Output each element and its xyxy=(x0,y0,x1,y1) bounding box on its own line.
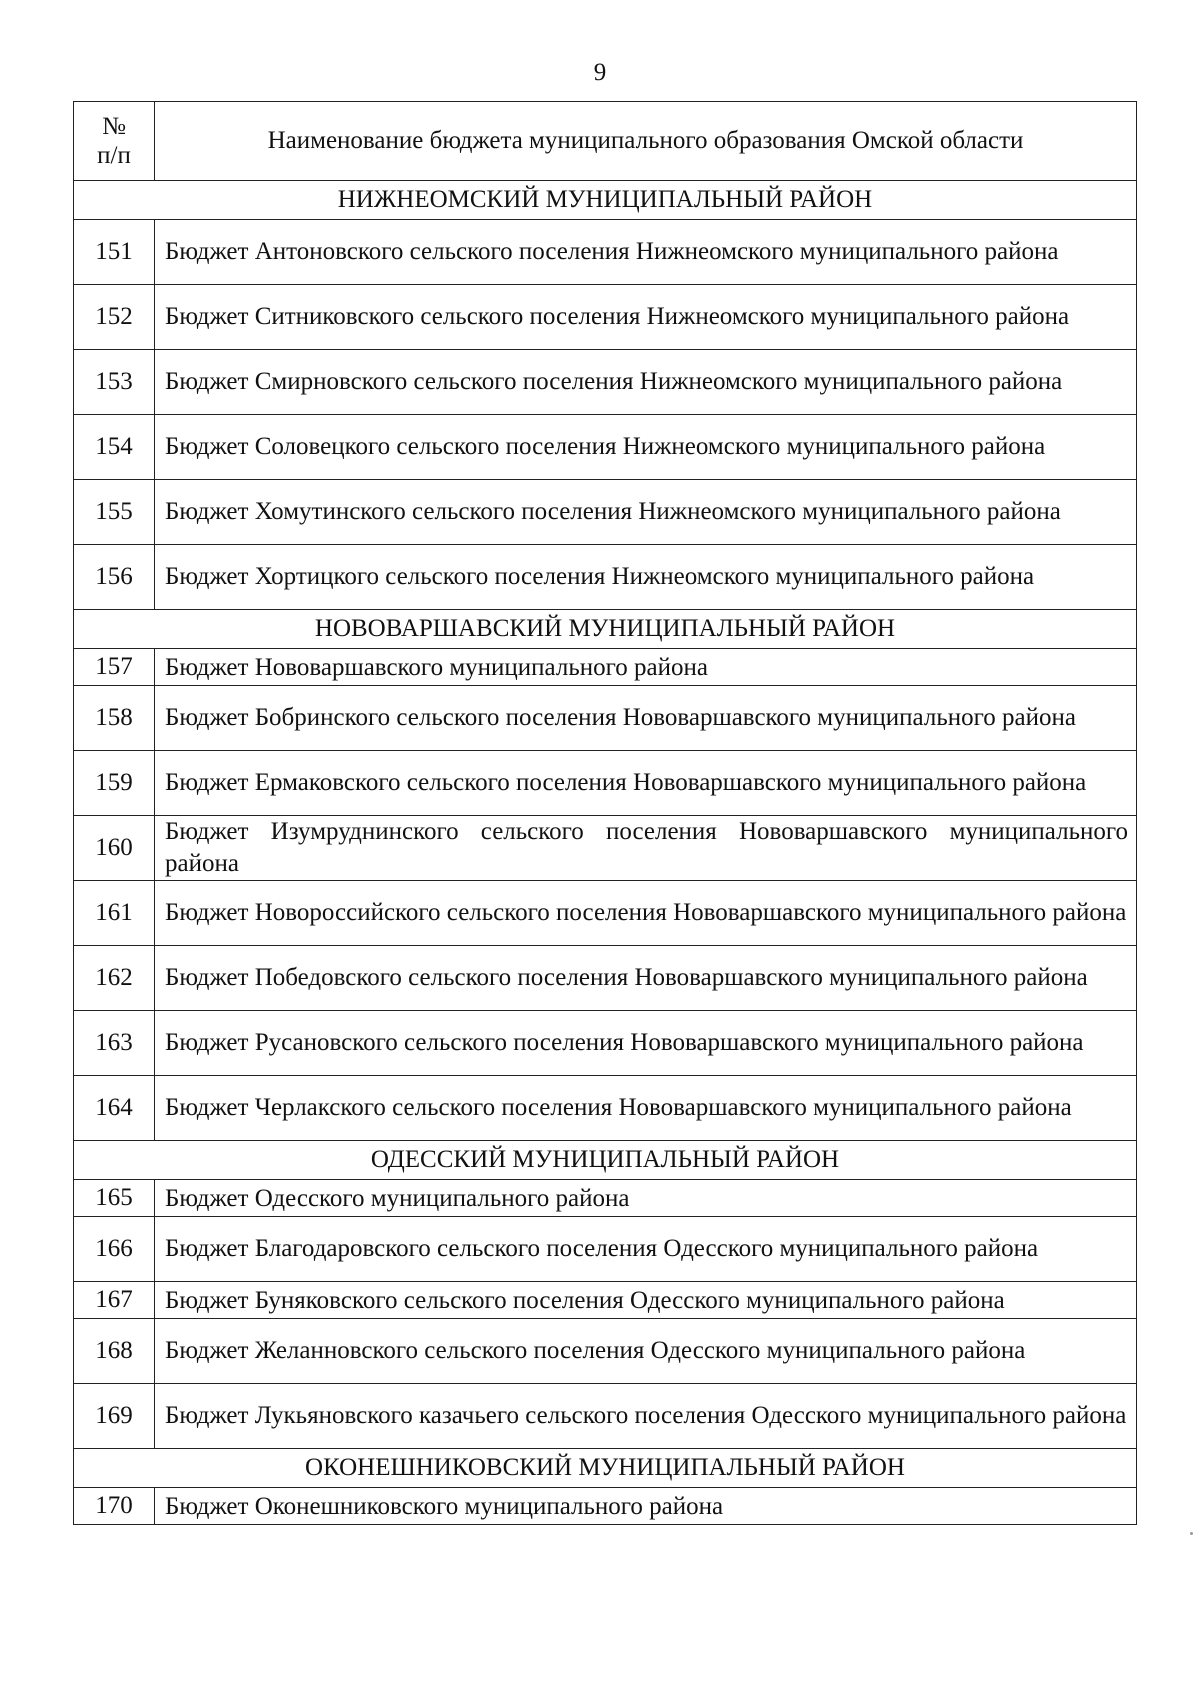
row-number: 154 xyxy=(74,415,155,480)
table-row xyxy=(74,1488,1137,1525)
section-title: ОКОНЕШНИКОВСКИЙ МУНИЦИПАЛЬНЫЙ РАЙОН xyxy=(74,1449,1137,1488)
row-number: 157 xyxy=(74,649,155,686)
section-row xyxy=(74,610,1137,649)
section-title: ОДЕССКИЙ МУНИЦИПАЛЬНЫЙ РАЙОН xyxy=(74,1141,1137,1180)
column-header-name: Наименование бюджета муниципального образования Омской области xyxy=(155,102,1137,181)
row-name: Бюджет Смирновского сельского поселения Нижнеомского муниципального района xyxy=(155,350,1137,415)
table-row xyxy=(74,415,1137,480)
row-number: 162 xyxy=(74,946,155,1011)
row-number: 152 xyxy=(74,285,155,350)
row-number: 155 xyxy=(74,480,155,545)
row-number: 170 xyxy=(74,1488,155,1525)
section-row xyxy=(74,1141,1137,1180)
table-row xyxy=(74,285,1137,350)
table-row xyxy=(74,816,1137,881)
section-title: НИЖНЕОМСКИЙ МУНИЦИПАЛЬНЫЙ РАЙОН xyxy=(74,181,1137,220)
table-row xyxy=(74,1076,1137,1141)
table-row xyxy=(74,686,1137,751)
table-row xyxy=(74,1319,1137,1384)
row-name: Бюджет Антоновского сельского поселения Нижнеомского муниципального района xyxy=(155,220,1137,285)
row-number: 166 xyxy=(74,1217,155,1282)
table-header-row xyxy=(74,102,1137,181)
row-number: 168 xyxy=(74,1319,155,1384)
row-number: 163 xyxy=(74,1011,155,1076)
row-number: 160 xyxy=(74,816,155,881)
row-number: 164 xyxy=(74,1076,155,1141)
row-name: Бюджет Соловецкого сельского поселения Нижнеомского муниципального района xyxy=(155,415,1137,480)
row-name: Бюджет Победовского сельского поселения Нововаршавского муниципального района xyxy=(155,946,1137,1011)
table-row xyxy=(74,881,1137,946)
row-name: Бюджет Русановского сельского поселения Нововаршавского муниципального района xyxy=(155,1011,1137,1076)
row-number: 153 xyxy=(74,350,155,415)
table-row xyxy=(74,350,1137,415)
column-header-number xyxy=(74,102,155,181)
row-number: 161 xyxy=(74,881,155,946)
row-number: 167 xyxy=(74,1282,155,1319)
row-name: Бюджет Черлакского сельского поселения Нововаршавского муниципального района xyxy=(155,1076,1137,1141)
row-name: Бюджет Хортицкого сельского поселения Нижнеомского муниципального района xyxy=(155,545,1137,610)
row-name: Бюджет Лукьяновского казачьего сельского поселения Одесского муниципального района xyxy=(155,1384,1137,1449)
row-name: Бюджет Бобринского сельского поселения Нововаршавского муниципального района xyxy=(155,686,1137,751)
column-header-number-sign: № xyxy=(102,113,126,140)
section-row xyxy=(74,1449,1137,1488)
table-row xyxy=(74,1011,1137,1076)
table-row xyxy=(74,480,1137,545)
table-row xyxy=(74,220,1137,285)
row-name: Бюджет Благодаровского сельского поселения Одесского муниципального района xyxy=(155,1217,1137,1282)
row-number: 151 xyxy=(74,220,155,285)
column-header-number-abbrev: п/п xyxy=(97,142,131,169)
row-number: 165 xyxy=(74,1180,155,1217)
table-row xyxy=(74,649,1137,686)
table-row xyxy=(74,1217,1137,1282)
row-name: Бюджет Оконешниковского муниципального района xyxy=(155,1488,1137,1525)
table-row xyxy=(74,946,1137,1011)
section-row xyxy=(74,181,1137,220)
table-row xyxy=(74,1282,1137,1319)
row-number: 169 xyxy=(74,1384,155,1449)
row-number: 158 xyxy=(74,686,155,751)
row-number: 159 xyxy=(74,751,155,816)
table-row xyxy=(74,1384,1137,1449)
table-row xyxy=(74,751,1137,816)
row-name: Бюджет Одесского муниципального района xyxy=(155,1180,1137,1217)
row-name: Бюджет Желанновского сельского поселения Одесского муниципального района xyxy=(155,1319,1137,1384)
page-number: 9 xyxy=(593,59,607,86)
section-title: НОВОВАРШАВСКИЙ МУНИЦИПАЛЬНЫЙ РАЙОН xyxy=(74,610,1137,649)
row-name: Бюджет Хомутинского сельского поселения Нижнеомского муниципального района xyxy=(155,480,1137,545)
row-name: Бюджет Нововаршавского муниципального района xyxy=(155,649,1137,686)
row-name: Бюджет Ситниковского сельского поселения Нижнеомского муниципального района xyxy=(155,285,1137,350)
table-row xyxy=(74,545,1137,610)
scan-artifact-dot xyxy=(1190,1532,1193,1535)
table-row xyxy=(74,1180,1137,1217)
row-name: Бюджет Ермаковского сельского поселения Нововаршавского муниципального района xyxy=(155,751,1137,816)
row-name: Бюджет Изумруднинского сельского поселения Нововаршавского муниципального района xyxy=(155,816,1137,881)
row-name: Бюджет Буняковского сельского поселения Одесского муниципального района xyxy=(155,1282,1137,1319)
budget-table xyxy=(73,101,1137,1525)
row-number: 156 xyxy=(74,545,155,610)
row-name: Бюджет Новороссийского сельского поселения Нововаршавского муниципального района xyxy=(155,881,1137,946)
